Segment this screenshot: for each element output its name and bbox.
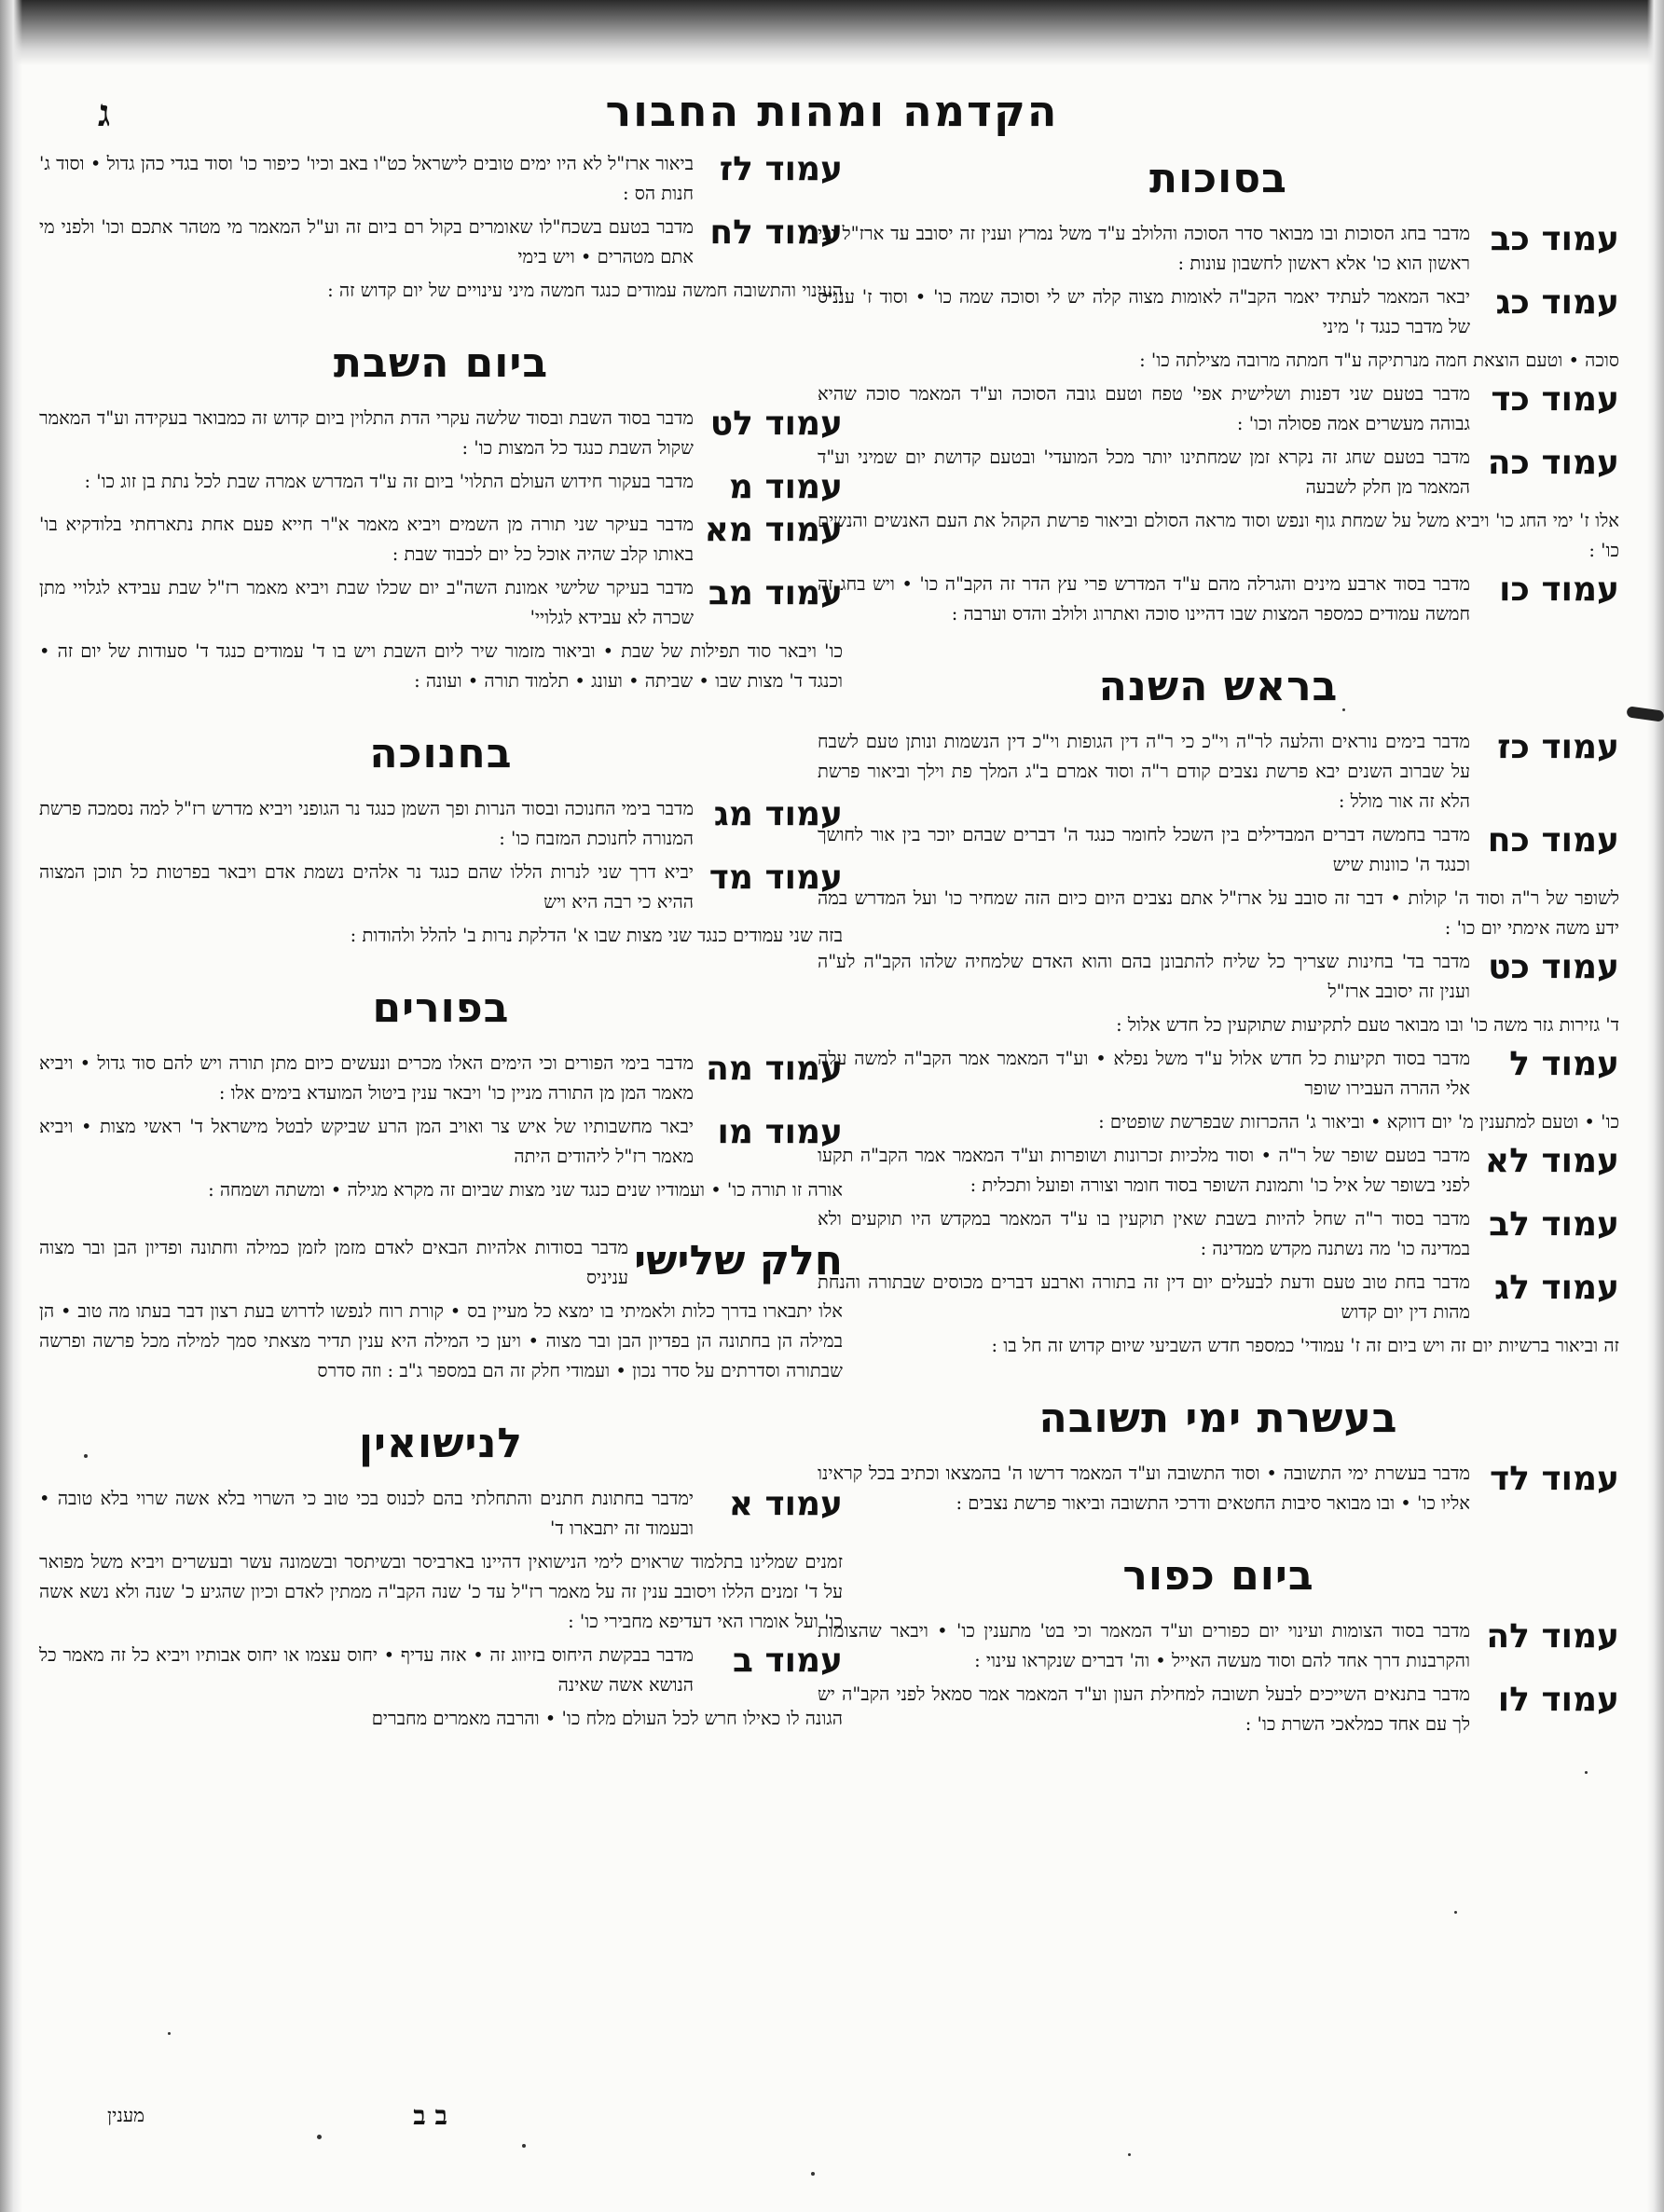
amud-label: עמוד לח [709, 213, 843, 252]
amud-label: עמוד מא [704, 511, 843, 549]
toc-entry [39, 149, 843, 209]
section-spacer [39, 1209, 843, 1233]
entry-text-continued: אורה זו תורה כו' • ועמודיו שנים כנגד שני מצות שביום זה מקרא מגילה • ומשתה ושמחה : [208, 1179, 843, 1201]
amud-label: עמוד מ [728, 468, 843, 506]
amud-label: עמוד ב [732, 1642, 843, 1680]
entry-text: מדבר בטעם שני דפנות ושלישית אפי' טפח וטעם גובה הסוכה וע"ד המאמר סוכה שהיא גבוהה מעשרים אמה פסולה וכו' : [818, 383, 1470, 434]
toc-entry [818, 443, 1619, 502]
entry-text: מדבר בסוד השבת ובסוד שלשה עקרי הדת התלוין ביום קדוש זה כמבואר בעקידה וע"ד המאמר שקול השבת כנגד כל המצות כו' : [39, 407, 694, 459]
entry-text: מדבר בימים נוראים והלעה לר"ה וי"כ כי ר"ה דין הגופות וי"כ דין הנשמות ונותן טעם לשבח על שברוב השנים יבא פרשת נצבים קודם ר"ה וסוד אמרם ב"ג המלך פת וילך וביאור פרשת הלא זה אור מולל : [818, 731, 1470, 812]
amud-label: עמוד מד [708, 859, 843, 897]
section-spacer [818, 1365, 1619, 1389]
page-number: ג [98, 91, 111, 135]
amud-label: עמוד כח [1487, 821, 1619, 859]
entry-text-continued: אלו ז' ימי החג כו' ויביא משל על שמחת גוף ונפש וסוד מראה הסולם וביאור פרשת הקהל את העם האנשים והנשים כו' : [818, 510, 1619, 561]
toc-entry [818, 219, 1619, 279]
toc-entry [39, 858, 843, 917]
right-column [818, 149, 1619, 1743]
section-spacer [818, 1522, 1619, 1546]
entry-text: מדבר בעקור חידוש העולם התלוי' ביום זה ע"ד המדרש אמרה שבת לכל נתת בן זוג כו' : [84, 471, 694, 492]
section-spacer [818, 633, 1619, 657]
section-title: ביום השבת [333, 339, 549, 387]
entry-text-continued: בזה שני עמודים כנגד שני מצות שבו א' הדלקת נרות ב' להלל ולהודות : [350, 925, 843, 946]
toc-entry [818, 379, 1619, 439]
left-column [39, 149, 843, 1738]
entry-text: מדבר בעיקר שלישי אמונת השה"ב יום שכלו שבת ויביא מאמר רז"ל שבת עבידא לגלויי מתן שכרה לא עבידא לגלויי' [39, 577, 694, 628]
toc-entry [818, 282, 1619, 342]
page-edge-right [1647, 0, 1664, 2212]
scan-speck [168, 2032, 171, 2035]
toc-entry [818, 1680, 1619, 1739]
entry-text: מדבר בסוד ר"ה שחל להיות בשבת שאין תוקעין בו ע"ד המאמר במקדש היו תוקעים ולא במדינה כו' מה נשתנה מקדש ממדינה : [818, 1208, 1470, 1259]
amud-label: עמוד מו [717, 1113, 843, 1151]
toc-entry [818, 1141, 1619, 1201]
toc-entry [39, 213, 843, 272]
entry-text: מדבר בטעם שופר של ר"ה • וסוד מלכיות זכרונות ושופרות וע"ד המאמר אמר הקב"ה תקעו לפני בשופר של איל כו' ותמונת השופר בסוד חומר וצורה ופועל ותכלית : [818, 1145, 1470, 1196]
toc-entry [39, 794, 843, 854]
amud-label: עמוד כט [1488, 948, 1619, 986]
section-title: בראש השנה [1098, 663, 1339, 710]
scan-speck [1585, 1771, 1588, 1774]
amud-label: עמוד כז [1497, 728, 1619, 766]
toc-entry [39, 1484, 843, 1544]
amud-label: עמוד א [728, 1485, 843, 1523]
entry-text: מדבר בסוד תקיעות כל חדש אלול ע"ד משל נפלא • וע"ד המאמר אמר הקב"ה למשה עלה אלי ההרה העבירו שופר [818, 1048, 1470, 1099]
entry-text: מדבר בטעם שחג זה נקרא זמן שמחתינו יותר מכל המועדי' ובטעם קדושת יום שמיני וע"ד המאמר מן חלק לשבעה [818, 447, 1470, 498]
amud-label: עמוד לה [1486, 1617, 1619, 1656]
entry-text: מדבר בחמשה דברים המבדילים בין השכל לחומר כנגד ה' דברים שבהם יוכר בין אור לחושך וכנגד ה' כוונות שיש [818, 824, 1470, 875]
toc-entry [818, 570, 1619, 629]
entry-text: ביאור ארז"ל לא היו ימים טובים לישראל כט"ו באב וכיו' כיפור כו' וסוד בגדי כהן גדול • וסוד ג' חנות הס : [39, 153, 694, 204]
amud-label: עמוד מה [706, 1050, 843, 1088]
toc-entry [818, 1459, 1619, 1518]
entry-text: יביא דרך שני לנרות הללו שהם כנגד נר אלהים נשמת אדם ויבאר בפרטות כל תוכן המצוה ההיא כי רבה היא ויש [39, 861, 694, 913]
section-inline [39, 1233, 843, 1293]
entry-text-continued: העינוי והתשובה חמשה עמודים כנגד חמשה מיני עינויים של יום קדוש זה : [327, 280, 843, 301]
scan-speck [317, 2135, 322, 2139]
amud-label: עמוד לג [1494, 1269, 1619, 1307]
amud-label: עמוד לא [1484, 1142, 1619, 1180]
section-title: בפורים [372, 984, 510, 1032]
entry-text: יבאר מחשבותיו של איש צר ואויב המן הרע שביקש לבטל מישראל ד' ראשי מצות • ויביא מאמר רז"ל ליהודים היתה [39, 1116, 694, 1167]
entry-text: יבאר המאמר לעתיד יאמר הקב"ה לאומות מצוה קלה יש לי וסוכה שמה כו' • וסוד ז' ענניס של מדבר כנגד ז' מיני [818, 286, 1470, 337]
entry-text: ימדבר בחתונת חתנים והתחלתי בהם לכנוס בכי טוב כי השרוי בלא אשה שרוי בלא טובה • ובעמוד זה יתבארו ד' [39, 1488, 694, 1539]
entry-text-continued: זה וביאור ברשיות יום זה ויש ביום זה ז' עמודי' כמספר חדש השביעי שיום קדוש זה חל בו : [991, 1335, 1619, 1356]
toc-entry [39, 573, 843, 633]
amud-label: עמוד כד [1491, 380, 1619, 419]
toc-entry [818, 1268, 1619, 1327]
entry-text-continued: זמנים שמלינו בתלמוד שראוים לימי הנישואין דהיינו בארביסר ובשיתסר ובשמונה עשר ובעשרים ויביא משל מפואר על ד' זמנים הללו ויסובב ענין זה על מאמר רז"ל עד כ' שנה הקב"ה ממתין לאדם וכיון שהגיע כ' שנה ולא נשא אשה כו' ועל אומרו האי דעדיפא מחבירי כו' : [39, 1551, 843, 1632]
section-title: בחנוכה [369, 730, 513, 777]
page-edge-left [0, 0, 22, 2212]
section-spacer [39, 1390, 843, 1414]
page-title: הקדמה ומהות החבור [605, 86, 1059, 136]
amud-label: עמוד כה [1487, 444, 1619, 482]
toc-entry [39, 1641, 843, 1700]
section-spacer [39, 309, 843, 334]
toc-entry [39, 510, 843, 570]
scan-speck [522, 2144, 526, 2148]
toc-entry [818, 820, 1619, 880]
amud-label: עמוד ל [1509, 1045, 1619, 1083]
entry-text-continued: לשופר של ר"ה וסוד ה' קולות • דבר זה סובב על ארז"ל אתם נצבים היום כיום הזה שמחיר כו' ועל המדרש במה ידע משה אימתי יום כו' : [818, 887, 1619, 939]
entry-text: מדבר בסוד ארבע מינים והגרלה מהם ע"ד המדרש פרי עץ הדר זה הקב"ה כו' • ויש בחג זה חמשה עמודים כמספר המצות שבו דהיינו סוכה ואתרוג ולולב והדס וערבה : [818, 573, 1470, 625]
entry-text: מדבר בבקשת היחוס בזיווג זה • אזה עדיף • יחוס עצמו או יחוס אבותיו ויביא כל זה מאמר כל הנושא אשה שאינה [39, 1644, 694, 1696]
section-title: בעשרת ימי תשובה [1038, 1395, 1398, 1442]
page-header [0, 86, 1664, 151]
entry-text-continued: כו' ויבאר סוד תפילות של שבת • וביאור מזמור שיר ליום השבת ויש בו ד' עמודים כנגד ד' סעודות של יום זה • וכנגד ד' מצות שבו • שביתה • ועונג • תלמוד תורה • ועונה : [39, 640, 843, 692]
amud-label: עמוד לט [709, 405, 843, 443]
toc-entry [818, 727, 1619, 817]
page-footer [56, 2100, 820, 2137]
catchword: מענין [107, 2104, 145, 2126]
scan-speck [1454, 1911, 1457, 1914]
entry-text-continued: אלו יתבארו בדרך כלות ולאמיתי בו ימצא כל מעיין בס • קורת רוח לנפשו לדרוש בעת רצון דבר בעתו מה טוב • הן במילה הן בחתונה הן בפדיון הבן ובר מצוה • ויען כי המילה היא ענין תדיר מצאתי סמך למילה מכל פרשה ופרשה שבתורה וסדרתים על סדר נכון • ועמודי חלק זה הם במספר ג"ב : וזה סדרס [39, 1300, 843, 1381]
amud-label: עמוד כו [1499, 570, 1619, 609]
toc-entry [818, 1204, 1619, 1264]
toc-entry [39, 467, 843, 506]
entry-text-continued: ד' גזירות גזר משה כו' ובו מבואר טעם לתקיעות שתוקעין כל חדש אלול : [1116, 1014, 1619, 1036]
amud-label: עמוד כב [1490, 220, 1619, 258]
page-edge-shadow [0, 0, 1664, 65]
scan-speck [811, 2172, 815, 2176]
toc-entry [39, 404, 843, 463]
section-spacer [39, 700, 843, 724]
scan-speck [1128, 2153, 1131, 2156]
entry-text: מדבר בסוד הצומות ועינוי יום כפורים וע"ד המאמר וכי בט' מתענין כו' • ויבאר שהצומות והקרבנות דרך אחד להם וסוד מעשה האייל • וה' דברים שנקראו עינוי : [818, 1620, 1470, 1671]
toc-entry [818, 1044, 1619, 1104]
amud-label: עמוד מב [708, 574, 843, 612]
entry-text-continued: כו' • וטעם למתענין מ' יום דווקא • וביאור ג' ההכרזות שבפרשת שופטים : [1098, 1111, 1619, 1133]
amud-label: עמוד לב [1489, 1205, 1619, 1243]
toc-entry [818, 947, 1619, 1007]
entry-text: מדבר בעיקר שני תורה מן השמים ויביא מאמר א"ר חייא פעם אחת נתארחתי בלודקיא בו' באותו קלב שהיה אוכל כל יום לכבוד שבת : [39, 514, 694, 565]
entry-text: מדבר בד' בחינות שצריך כל שליח להתבונן בהם והוא האדם שלמחיה שלהו הקב"ה לע"ה וענין זה יסובב ארז"ל [818, 951, 1470, 1002]
entry-text: מדבר בטעם בשכח"לו שאומרים בקול רם ביום זה וע"ל המאמר מי מטהר אתכם וכו' ולפני מי אתם מטהרים • ויש בימי [39, 216, 694, 268]
amud-label: עמוד לז [719, 150, 843, 188]
entry-text: מדבר בסודות אלהיות הבאים לאדם מזמן לזמן כמילה וחתונה ופדיון הבן ובר מצוה עניניס [39, 1237, 628, 1288]
toc-entry [39, 1112, 843, 1172]
amud-label: עמוד מג [713, 795, 843, 833]
amud-label: עמוד לד [1489, 1460, 1619, 1498]
toc-entry [39, 1049, 843, 1108]
amud-label: עמוד לו [1497, 1681, 1619, 1719]
entry-text: מדבר בעשרת ימי התשובה • וסוד התשובה וע"ד המאמר דרשו ה' בהמצאו וכתיב בכל קראינו אליו כו' • ובו מבואר סיבות החטאים ודרכי התשובה וביאור פרשת נצבים : [818, 1463, 1470, 1514]
entry-text: מדבר בחג הסוכות ובו מבואר סדר הסוכה והלולב ע"ד משל נמרץ וענין זה יסובב עד ארז"ל וכי ראשון הוא כו' אלא ראשון לחשבון עונות : [818, 223, 1470, 274]
section-title: חלק שלישי [634, 1237, 843, 1285]
section-title: ביום כפור [1122, 1552, 1314, 1600]
section-title: לנישואין [358, 1420, 524, 1467]
amud-label: עמוד כג [1495, 283, 1619, 322]
section-title: בסוכות [1149, 155, 1287, 202]
scan-speck [1342, 708, 1345, 711]
entry-text-continued: סוכה • וטעם הוצאת חמה מנרתיקה ע"ד חמתה מרובה מצילתה כו' : [1139, 350, 1619, 371]
entry-text: מדבר בימי הפורים וכי הימים האלו מכרים ונעשים כיום מתן תורה ויש להם סוד גדול • ויביא מאמר המן מן התורה מניין כו' ויבאר ענין ביטול המועדא בימים אלו : [39, 1052, 694, 1104]
entry-text: מדבר בחת טוב טעם ודעת לבעלים יום דין זה בתורה וארבע דברים מכוסים שבתורה והנחת מהות דין יום קדוש [818, 1271, 1470, 1323]
entry-text: מדבר בימי החנוכה ובסוד הנרות ופך השמן כנגד נר הגופני ויביא מדרש רז"ל למה נסמכה פרשת המנורה לחנוכת המזבח כו' : [39, 798, 694, 849]
entry-text-continued: הגונה לו כאילו חרש לכל העולם מלח כו' • והרבה מאמרים מחברים [371, 1708, 843, 1729]
toc-entry [818, 1616, 1619, 1676]
signature-mark: ב ב [413, 2100, 447, 2131]
section-spacer [39, 955, 843, 979]
entry-text: מדבר בתנאים השייכים לבעל תשובה למחילת העון וע"ד המאמר אמר סמאל לפני הקב"ה יש לך עם אחד כמלאכי השרת כו' : [818, 1683, 1470, 1735]
scan-speck [84, 1454, 88, 1458]
